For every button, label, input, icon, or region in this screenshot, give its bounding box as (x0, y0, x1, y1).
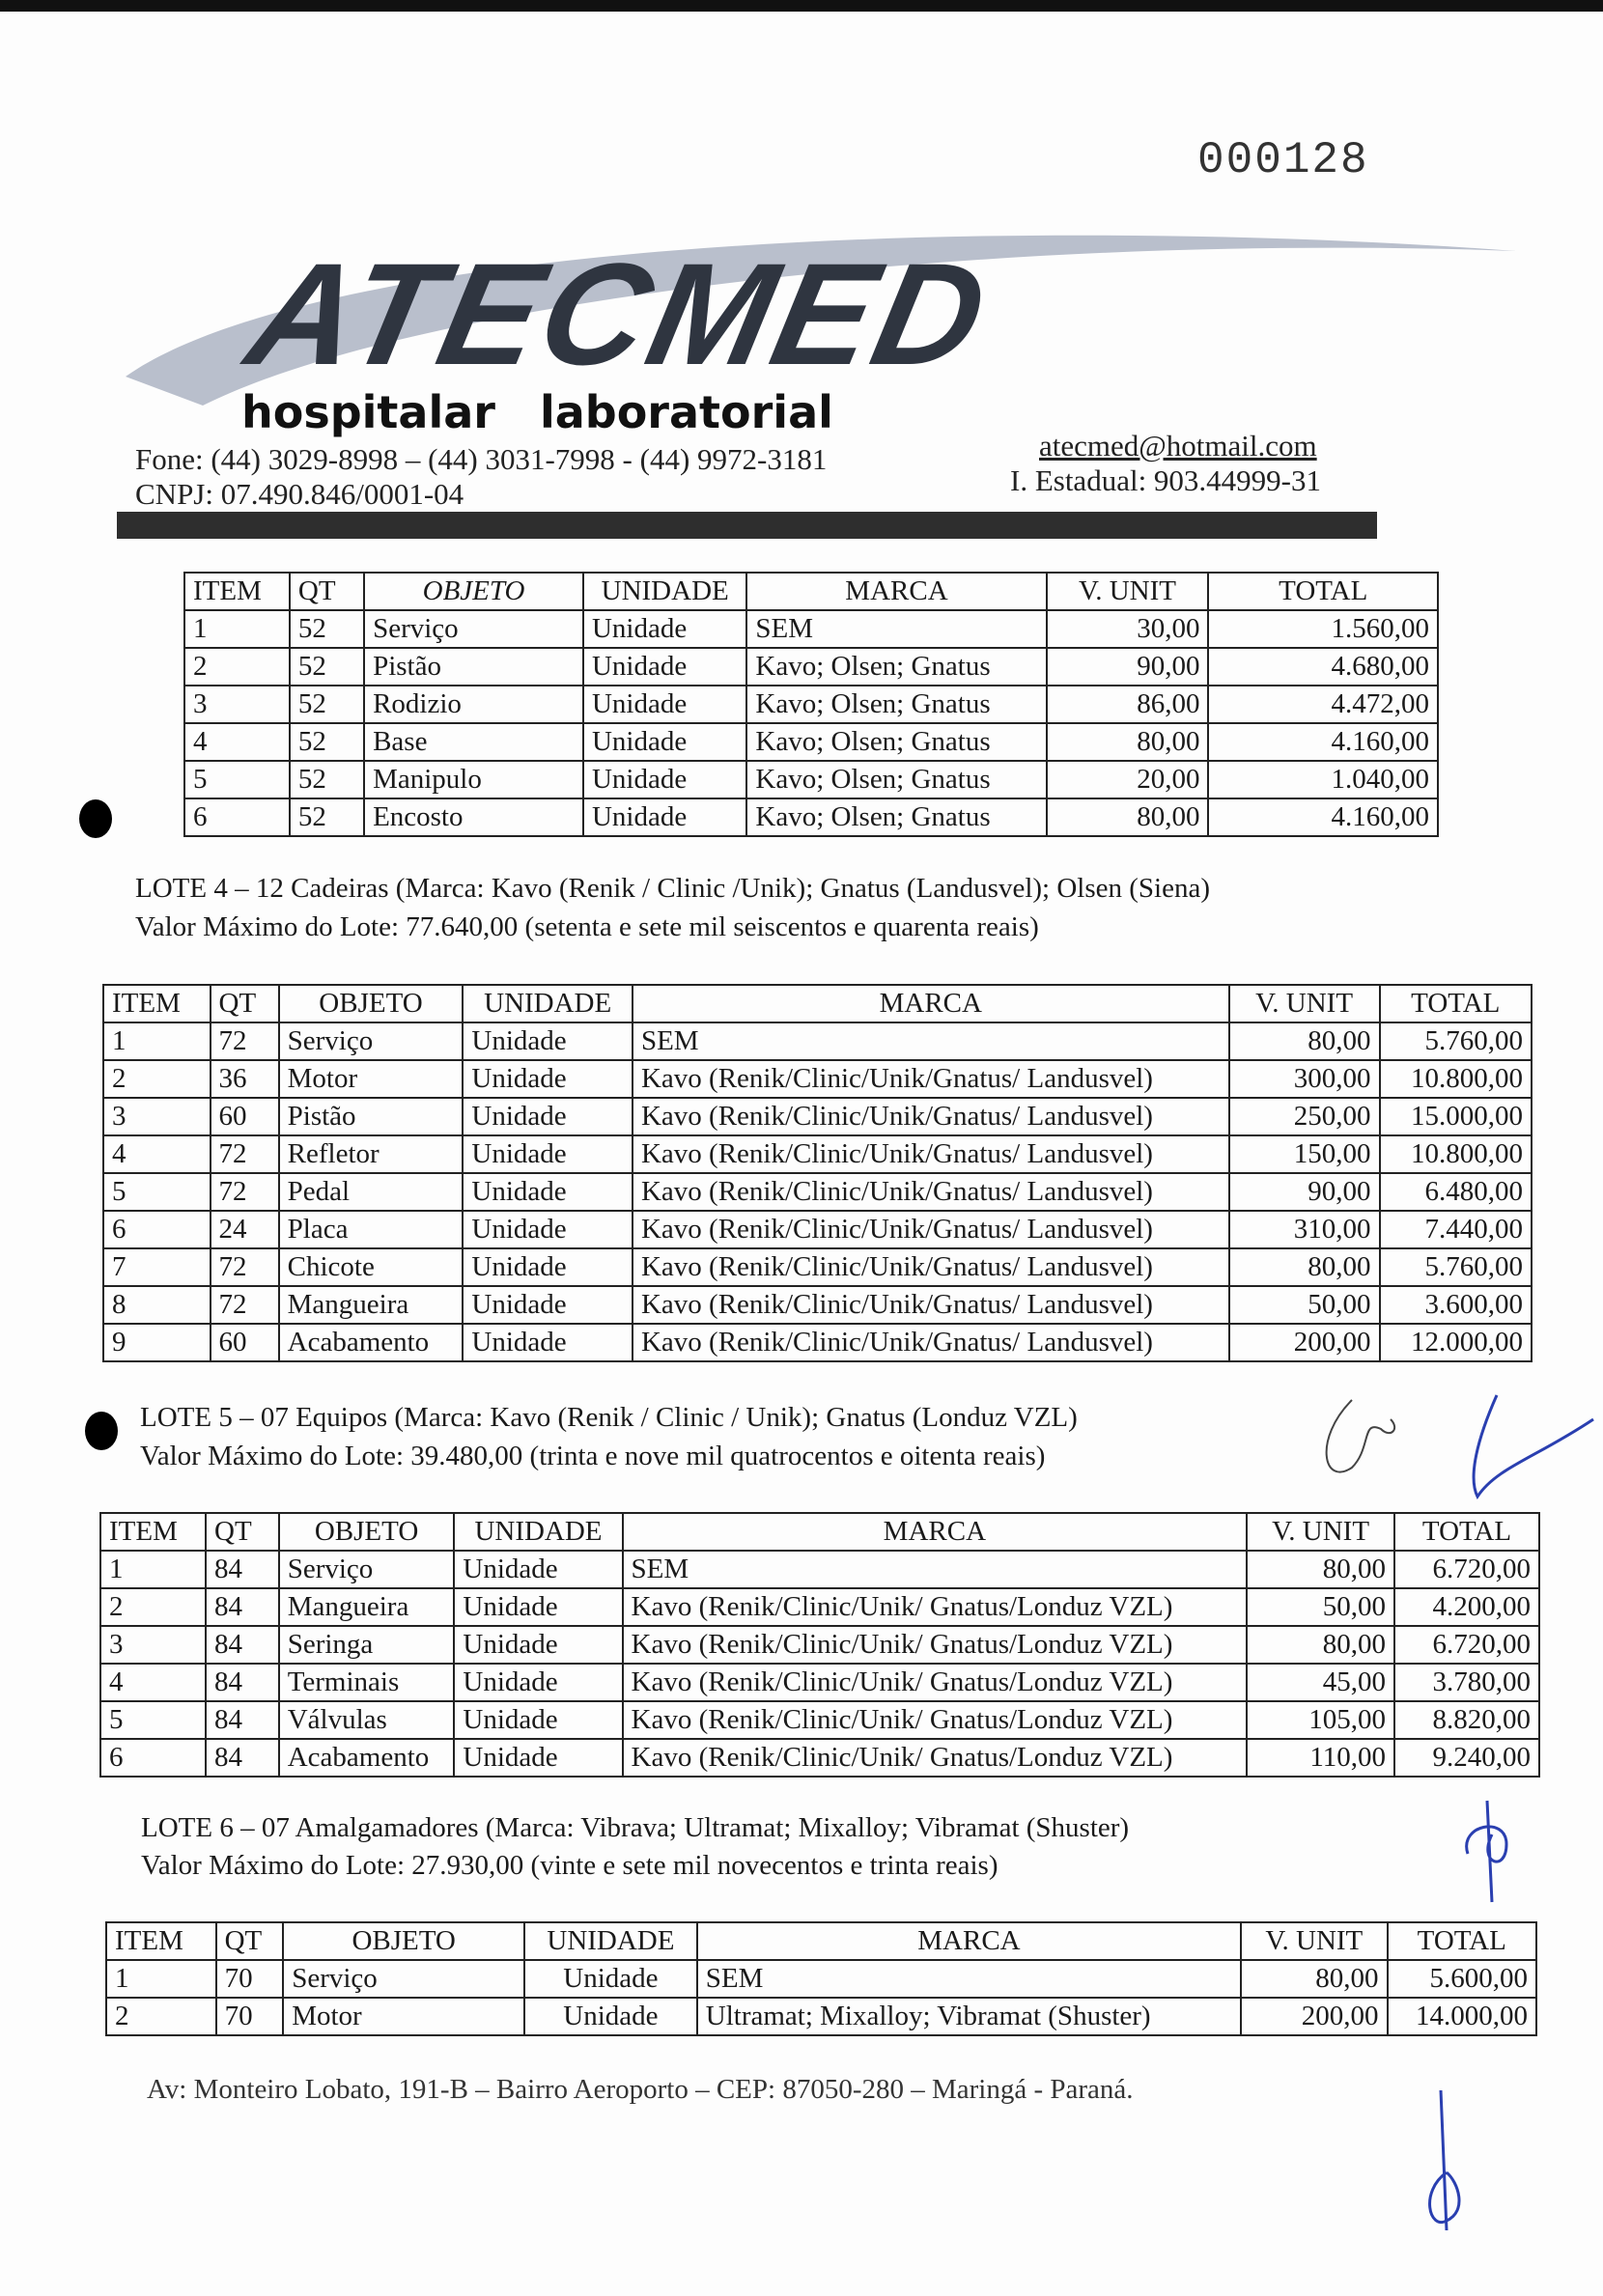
table-row (184, 686, 1438, 723)
table-cell: 1 (184, 610, 290, 648)
table-cell: Kavo (Renik/Clinic/Unik/Gnatus/ Landusvel) (633, 1324, 1229, 1361)
table-cell: Kavo (Renik/Clinic/Unik/Gnatus/ Landusvel) (633, 1211, 1229, 1248)
table-cell: Unidade (463, 1135, 633, 1173)
table-cell: 4.160,00 (1208, 798, 1438, 836)
table-cell: Ultramat; Mixalloy; Vibramat (Shuster) (697, 1998, 1241, 2035)
table-cell: Unidade (583, 648, 746, 686)
table-cell: Unidade (454, 1626, 622, 1664)
table-row (100, 1664, 1539, 1701)
table-cell: Unidade (583, 723, 746, 761)
table-cell: Kavo (Renik/Clinic/Unik/Gnatus/ Landusvel) (633, 1098, 1229, 1135)
table-cell: 84 (206, 1588, 279, 1626)
table-cell: Unidade (463, 1286, 633, 1324)
table-cell: 60 (211, 1098, 279, 1135)
table-header-row (100, 1513, 1539, 1551)
table-cell: Refletor (279, 1135, 464, 1173)
table-header-row (184, 573, 1438, 610)
column-header: QT (206, 1513, 279, 1551)
table-cell: Kavo (Renik/Clinic/Unik/Gnatus/ Landusvel) (633, 1060, 1229, 1098)
punch-hole (79, 799, 112, 838)
handwritten-initials (1420, 2086, 1497, 2240)
table-cell: SEM (623, 1551, 1248, 1588)
table-cell: 50,00 (1247, 1588, 1394, 1626)
table-cell: 52 (290, 798, 364, 836)
lote5-table (99, 1512, 1540, 1778)
table-cell: Base (364, 723, 583, 761)
table-cell: 60 (211, 1324, 279, 1361)
column-header: MARCA (623, 1513, 1248, 1551)
table-cell: 4.200,00 (1394, 1588, 1539, 1626)
table-cell: 9 (103, 1324, 211, 1361)
table-cell: Manipulo (364, 761, 583, 798)
table-cell: Unidade (583, 798, 746, 836)
cnpj: CNPJ: 07.490.846/0001-04 (135, 477, 464, 511)
table-cell: 1 (106, 1960, 216, 1998)
table-cell: 7 (103, 1248, 211, 1286)
table-cell: 10.800,00 (1380, 1135, 1532, 1173)
table-cell: 250,00 (1229, 1098, 1380, 1135)
table-cell: 4.160,00 (1208, 723, 1438, 761)
table-cell: 84 (206, 1739, 279, 1777)
table-cell: 3 (100, 1626, 206, 1664)
table-cell: 72 (211, 1173, 279, 1211)
lote4-max-value: Valor Máximo do Lote: 77.640,00 (setenta e sete mil seiscentos e quarenta reais) (135, 911, 1039, 942)
table-cell: Unidade (463, 1324, 633, 1361)
table-cell: Pistão (279, 1098, 464, 1135)
lote4-title: LOTE 4 – 12 Cadeiras (Marca: Kavo (Renik / Clinic /Unik); Gnatus (Landusvel); Olsen (Siena) (135, 873, 1211, 904)
table-cell: 52 (290, 648, 364, 686)
table-cell: 72 (211, 1022, 279, 1060)
table-cell: 72 (211, 1135, 279, 1173)
table-cell: 72 (211, 1286, 279, 1324)
table-header-row (106, 1922, 1536, 1960)
table-cell: 45,00 (1247, 1664, 1394, 1701)
table-cell: 1.560,00 (1208, 610, 1438, 648)
table-cell: Válvulas (279, 1701, 455, 1739)
table-cell: 50,00 (1229, 1286, 1380, 1324)
table-cell: Serviço (279, 1022, 464, 1060)
column-header: UNIDADE (524, 1922, 697, 1960)
column-header: UNIDADE (463, 985, 633, 1022)
table-cell: 6 (100, 1739, 206, 1777)
table-cell: 14.000,00 (1388, 1998, 1536, 2035)
table-cell: Kavo; Olsen; Gnatus (746, 723, 1046, 761)
table-cell: Acabamento (279, 1324, 464, 1361)
column-header: ITEM (184, 573, 290, 610)
table-cell: 5 (184, 761, 290, 798)
table-cell: Rodizio (364, 686, 583, 723)
table-cell: Pistão (364, 648, 583, 686)
table-row (106, 1960, 1536, 1998)
table-cell: 4.680,00 (1208, 648, 1438, 686)
column-header: V. UNIT (1247, 1513, 1394, 1551)
company-address: Av: Monteiro Lobato, 191-B – Bairro Aeroporto – CEP: 87050-280 – Maringá - Paraná. (147, 2074, 1134, 2105)
punch-hole (85, 1412, 118, 1450)
table-cell: 20,00 (1047, 761, 1209, 798)
table-cell: 10.800,00 (1380, 1060, 1532, 1098)
table-row (100, 1551, 1539, 1588)
table-cell: 6.720,00 (1394, 1551, 1539, 1588)
table-cell: 9.240,00 (1394, 1739, 1539, 1777)
table-cell: 30,00 (1047, 610, 1209, 648)
column-header: ITEM (100, 1513, 206, 1551)
table-header-row (103, 985, 1532, 1022)
column-header: TOTAL (1394, 1513, 1539, 1551)
table-cell: 2 (106, 1998, 216, 2035)
table-cell: 80,00 (1247, 1626, 1394, 1664)
lote6-max-value: Valor Máximo do Lote: 27.930,00 (vinte e sete mil novecentos e trinta reais) (141, 1850, 998, 1881)
table-cell: SEM (697, 1960, 1241, 1998)
table-cell: Motor (279, 1060, 464, 1098)
handwritten-initials (1448, 1796, 1526, 1912)
table-cell: 6.720,00 (1394, 1626, 1539, 1664)
table-cell: Kavo (Renik/Clinic/Unik/ Gnatus/Londuz VZL) (623, 1701, 1248, 1739)
state-registration: I. Estadual: 903.44999-31 (1010, 463, 1322, 497)
table-cell: Serviço (279, 1551, 455, 1588)
column-header: V. UNIT (1229, 985, 1380, 1022)
table-cell: 80,00 (1047, 798, 1209, 836)
table-row (103, 1060, 1532, 1098)
table-cell: 310,00 (1229, 1211, 1380, 1248)
table-cell: Serviço (364, 610, 583, 648)
table-cell: 80,00 (1229, 1022, 1380, 1060)
table-cell: 52 (290, 686, 364, 723)
table-cell: 80,00 (1241, 1960, 1387, 1998)
scan-border (0, 0, 1603, 12)
table-cell: Kavo (Renik/Clinic/Unik/ Gnatus/Londuz VZL) (623, 1626, 1248, 1664)
column-header: OBJETO (279, 1513, 455, 1551)
table-row (103, 1022, 1532, 1060)
company-tagline: hospitalar laboratorial (241, 386, 833, 438)
table-cell: 5 (103, 1173, 211, 1211)
column-header: TOTAL (1380, 985, 1532, 1022)
table-cell: 84 (206, 1664, 279, 1701)
table-cell: Kavo; Olsen; Gnatus (746, 761, 1046, 798)
table-cell: Kavo (Renik/Clinic/Unik/Gnatus/ Landusvel) (633, 1286, 1229, 1324)
table-cell: Kavo (Renik/Clinic/Unik/Gnatus/ Landusvel) (633, 1248, 1229, 1286)
column-header: QT (211, 985, 279, 1022)
table-cell: SEM (633, 1022, 1229, 1060)
table-row (103, 1098, 1532, 1135)
table-cell: 52 (290, 761, 364, 798)
table-cell: Kavo (Renik/Clinic/Unik/Gnatus/ Landusvel) (633, 1135, 1229, 1173)
table-cell: Unidade (524, 1998, 697, 2035)
table-cell: 1 (103, 1022, 211, 1060)
table-cell: Kavo (Renik/Clinic/Unik/ Gnatus/Londuz VZL) (623, 1664, 1248, 1701)
table-row (100, 1739, 1539, 1777)
table-cell: Unidade (454, 1739, 622, 1777)
column-header: TOTAL (1388, 1922, 1536, 1960)
table-row (184, 723, 1438, 761)
table-cell: Terminais (279, 1664, 455, 1701)
table-cell: 5.760,00 (1380, 1022, 1532, 1060)
table-cell: 70 (216, 1960, 284, 1998)
column-header: MARCA (746, 573, 1046, 610)
table-cell: Kavo; Olsen; Gnatus (746, 798, 1046, 836)
table-cell: 52 (290, 610, 364, 648)
table-cell: 80,00 (1047, 723, 1209, 761)
table-cell: 90,00 (1229, 1173, 1380, 1211)
company-logo: ATECMED (236, 233, 1003, 395)
column-header: ITEM (106, 1922, 216, 1960)
table-cell: 5 (100, 1701, 206, 1739)
lote3-table (183, 572, 1439, 837)
column-header: ITEM (103, 985, 211, 1022)
table-cell: 80,00 (1229, 1248, 1380, 1286)
table-cell: Seringa (279, 1626, 455, 1664)
table-cell: Mangueira (279, 1286, 464, 1324)
table-cell: 15.000,00 (1380, 1098, 1532, 1135)
table-cell: Serviço (283, 1960, 524, 1998)
lote6-title: LOTE 6 – 07 Amalgamadores (Marca: Vibrava; Ultramat; Mixalloy; Vibramat (Shuster) (141, 1812, 1130, 1843)
table-cell: 5.760,00 (1380, 1248, 1532, 1286)
table-cell: 52 (290, 723, 364, 761)
table-cell: 8.820,00 (1394, 1701, 1539, 1739)
page-number-stamp: 000128 (1197, 135, 1369, 185)
table-row (103, 1173, 1532, 1211)
table-cell: Unidade (463, 1173, 633, 1211)
table-cell: 3 (103, 1098, 211, 1135)
table-row (100, 1701, 1539, 1739)
table-cell: 300,00 (1229, 1060, 1380, 1098)
table-cell: 4 (184, 723, 290, 761)
lote6-table (105, 1921, 1537, 2036)
table-cell: 36 (211, 1060, 279, 1098)
column-header: OBJETO (279, 985, 464, 1022)
table-cell: 6 (103, 1211, 211, 1248)
table-row (103, 1286, 1532, 1324)
column-header: V. UNIT (1241, 1922, 1387, 1960)
table-cell: 7.440,00 (1380, 1211, 1532, 1248)
table-cell: 90,00 (1047, 648, 1209, 686)
table-cell: 3.600,00 (1380, 1286, 1532, 1324)
table-cell: 200,00 (1241, 1998, 1387, 2035)
table-cell: 4 (100, 1664, 206, 1701)
table-cell: 4.472,00 (1208, 686, 1438, 723)
table-cell: Kavo; Olsen; Gnatus (746, 686, 1046, 723)
table-cell: Pedal (279, 1173, 464, 1211)
table-cell: 3 (184, 686, 290, 723)
table-cell: Unidade (583, 686, 746, 723)
table-cell: Unidade (463, 1248, 633, 1286)
table-cell: Kavo (Renik/Clinic/Unik/ Gnatus/Londuz VZL) (623, 1739, 1248, 1777)
phone-numbers: Fone: (44) 3029-8998 – (44) 3031-7998 - (44) 9972-3181 (135, 442, 828, 476)
table-row (106, 1998, 1536, 2035)
table-cell: 2 (184, 648, 290, 686)
table-cell: Unidade (463, 1098, 633, 1135)
column-header: OBJETO (283, 1922, 524, 1960)
column-header: V. UNIT (1047, 573, 1209, 610)
table-row (184, 610, 1438, 648)
table-cell: 4 (103, 1135, 211, 1173)
column-header: MARCA (697, 1922, 1241, 1960)
lote4-table (102, 984, 1533, 1362)
table-cell: 72 (211, 1248, 279, 1286)
table-cell: 84 (206, 1551, 279, 1588)
table-cell: Mangueira (279, 1588, 455, 1626)
table-cell: Unidade (583, 610, 746, 648)
table-cell: 110,00 (1247, 1739, 1394, 1777)
table-cell: 80,00 (1247, 1551, 1394, 1588)
table-cell: 70 (216, 1998, 284, 2035)
table-row (100, 1626, 1539, 1664)
table-cell: Unidade (463, 1022, 633, 1060)
column-header: QT (290, 573, 364, 610)
table-cell: Kavo (Renik/Clinic/Unik/ Gnatus/Londuz VZL) (623, 1588, 1248, 1626)
column-header: TOTAL (1208, 573, 1438, 610)
table-row (100, 1588, 1539, 1626)
header-divider (117, 512, 1377, 539)
table-row (103, 1248, 1532, 1286)
column-header: MARCA (633, 985, 1229, 1022)
table-cell: 105,00 (1247, 1701, 1394, 1739)
table-cell: 2 (100, 1588, 206, 1626)
table-cell: 24 (211, 1211, 279, 1248)
table-cell: Kavo (Renik/Clinic/Unik/Gnatus/ Landusvel) (633, 1173, 1229, 1211)
handwritten-initials (1313, 1381, 1603, 1516)
lote5-max-value: Valor Máximo do Lote: 39.480,00 (trinta e nove mil quatrocentos e oitenta reais) (140, 1441, 1046, 1471)
table-cell: Unidade (454, 1551, 622, 1588)
table-cell: 5.600,00 (1388, 1960, 1536, 1998)
table-cell: SEM (746, 610, 1046, 648)
table-cell: Unidade (463, 1060, 633, 1098)
table-cell: 150,00 (1229, 1135, 1380, 1173)
email-link[interactable]: atecmed@hotmail.com (1039, 429, 1317, 462)
column-header: UNIDADE (454, 1513, 622, 1551)
table-cell: 6 (184, 798, 290, 836)
table-cell: Unidade (583, 761, 746, 798)
table-cell: Chicote (279, 1248, 464, 1286)
table-cell: Placa (279, 1211, 464, 1248)
table-cell: 84 (206, 1701, 279, 1739)
table-cell: 6.480,00 (1380, 1173, 1532, 1211)
table-cell: Encosto (364, 798, 583, 836)
table-cell: 8 (103, 1286, 211, 1324)
table-cell: 3.780,00 (1394, 1664, 1539, 1701)
table-cell: 200,00 (1229, 1324, 1380, 1361)
table-cell: Unidade (454, 1588, 622, 1626)
table-cell: 1.040,00 (1208, 761, 1438, 798)
table-row (184, 798, 1438, 836)
column-header: QT (216, 1922, 284, 1960)
table-cell: Unidade (524, 1960, 697, 1998)
table-cell: 1 (100, 1551, 206, 1588)
table-cell: Kavo; Olsen; Gnatus (746, 648, 1046, 686)
table-cell: Motor (283, 1998, 524, 2035)
table-cell: Unidade (454, 1664, 622, 1701)
table-cell: Unidade (463, 1211, 633, 1248)
table-cell: 84 (206, 1626, 279, 1664)
column-header: UNIDADE (583, 573, 746, 610)
table-cell: 2 (103, 1060, 211, 1098)
table-row (184, 761, 1438, 798)
table-cell: Unidade (454, 1701, 622, 1739)
table-row (103, 1135, 1532, 1173)
table-row (103, 1324, 1532, 1361)
table-row (184, 648, 1438, 686)
lote5-title: LOTE 5 – 07 Equipos (Marca: Kavo (Renik / Clinic / Unik); Gnatus (Londuz VZL) (140, 1402, 1078, 1433)
table-cell: 12.000,00 (1380, 1324, 1532, 1361)
table-cell: Acabamento (279, 1739, 455, 1777)
table-row (103, 1211, 1532, 1248)
table-cell: 86,00 (1047, 686, 1209, 723)
column-header: OBJETO (364, 573, 583, 610)
